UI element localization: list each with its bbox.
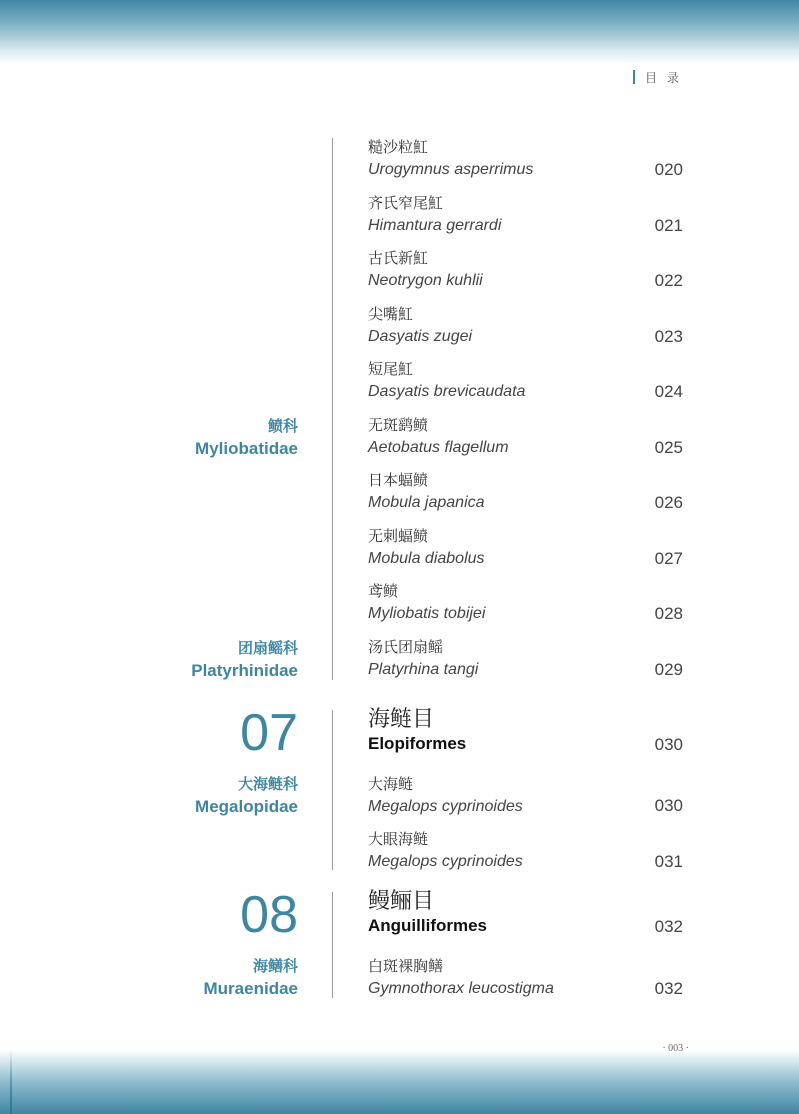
toc-entry[interactable] [368, 527, 485, 569]
page-number: 023 [654, 327, 683, 346]
family-label [195, 417, 298, 459]
species-chinese-name: 古氏新魟 [368, 249, 429, 267]
species-chinese-name: 大海鲢 [368, 775, 414, 793]
page-number: 024 [654, 382, 683, 401]
species-chinese-name: 短尾魟 [368, 360, 414, 378]
species-chinese-name: 白斑裸胸鳝 [368, 957, 444, 975]
order-chinese-name: 海鲢目 [368, 707, 435, 732]
divider-line [332, 138, 333, 680]
species-latin-name: Dasyatis zugei [368, 328, 473, 345]
species-latin-name: Mobula diabolus [368, 550, 485, 567]
toc-entry[interactable] [368, 138, 533, 180]
toc-entry[interactable] [368, 194, 501, 236]
family-chinese-name: 海鳝科 [252, 957, 298, 975]
page-number: 030 [654, 796, 683, 815]
page-number: 026 [654, 493, 683, 512]
species-chinese-name: 无斑鹞鲼 [368, 416, 429, 434]
species-latin-name: Dasyatis brevicaudata [368, 383, 526, 400]
page-number: 029 [654, 660, 683, 679]
page-number: 032 [654, 979, 683, 998]
species-chinese-name: 糙沙粒魟 [368, 138, 429, 156]
toc-entry[interactable] [368, 416, 509, 458]
species-latin-name: Platyrhina tangi [368, 661, 479, 678]
order-chinese-name: 鳗鲡目 [368, 889, 435, 914]
species-chinese-name: 大眼海鲢 [368, 830, 429, 848]
divider-line [332, 892, 333, 998]
species-chinese-name: 尖嘴魟 [368, 305, 414, 323]
family-latin-name: Muraenidae [203, 979, 298, 998]
species-latin-name: Megalops cyprinoides [368, 853, 523, 870]
species-latin-name: Megalops cyprinoides [368, 798, 523, 815]
species-latin-name: Neotrygon kuhlii [368, 272, 483, 289]
species-chinese-name: 汤氏团扇鳐 [368, 638, 444, 656]
family-label [204, 957, 298, 999]
page-number: 021 [654, 216, 683, 235]
header-accent-bar [633, 70, 635, 84]
species-chinese-name: 无刺蝠鲼 [368, 527, 429, 545]
order-entry[interactable] [368, 707, 466, 754]
folio-page-number: · 003 · [662, 1043, 689, 1054]
bottom-band-edge [10, 1050, 12, 1114]
species-latin-name: Urogymnus asperrimus [368, 161, 534, 178]
page-number: 027 [654, 549, 683, 568]
species-chinese-name: 鸢鲼 [368, 582, 399, 600]
page-number: 028 [654, 604, 683, 623]
toc-entry[interactable] [368, 471, 485, 513]
page-number: 025 [654, 438, 683, 457]
order-latin-name: Elopiformes [368, 734, 467, 753]
running-header [633, 69, 689, 85]
species-latin-name: Himantura gerrardi [368, 217, 502, 234]
species-latin-name: Aetobatus flagellum [368, 439, 509, 456]
order-latin-name: Anguilliformes [368, 916, 488, 935]
toc-entry[interactable] [368, 360, 525, 402]
species-latin-name: Gymnothorax leucostigma [368, 980, 554, 997]
top-gradient-band [0, 0, 799, 64]
page-number: 020 [654, 160, 683, 179]
family-chinese-name: 团扇鳐科 [237, 639, 298, 657]
family-label [195, 775, 298, 817]
header-title: 目录 [645, 70, 690, 85]
species-chinese-name: 齐氏窄尾魟 [368, 194, 444, 212]
divider-line [332, 710, 333, 870]
order-entry[interactable] [368, 889, 487, 936]
toc-entry[interactable] [368, 830, 523, 872]
toc-entry[interactable] [368, 775, 523, 817]
species-latin-name: Myliobatis tobijei [368, 605, 486, 622]
toc-entry[interactable] [368, 957, 554, 999]
family-latin-name: Platyrhinidae [191, 661, 298, 680]
species-latin-name: Mobula japanica [368, 494, 485, 511]
toc-entry[interactable] [368, 638, 478, 680]
order-number: 08 [240, 886, 298, 944]
family-chinese-name: 大海鲢科 [237, 775, 298, 793]
toc-entry[interactable] [368, 582, 485, 624]
toc-entry[interactable] [368, 305, 472, 347]
page-number: 031 [654, 852, 683, 871]
page-number: 030 [654, 735, 683, 754]
species-chinese-name: 日本蝠鲼 [368, 471, 429, 489]
family-latin-name: Megalopidae [195, 797, 298, 816]
family-chinese-name: 鲼科 [267, 417, 298, 435]
bottom-gradient-band [0, 1050, 799, 1114]
page-number: 032 [654, 917, 683, 936]
order-number: 07 [240, 704, 298, 762]
family-latin-name: Myliobatidae [195, 439, 298, 458]
page-number: 022 [654, 271, 683, 290]
toc-entry[interactable] [368, 249, 483, 291]
family-label [191, 639, 298, 681]
